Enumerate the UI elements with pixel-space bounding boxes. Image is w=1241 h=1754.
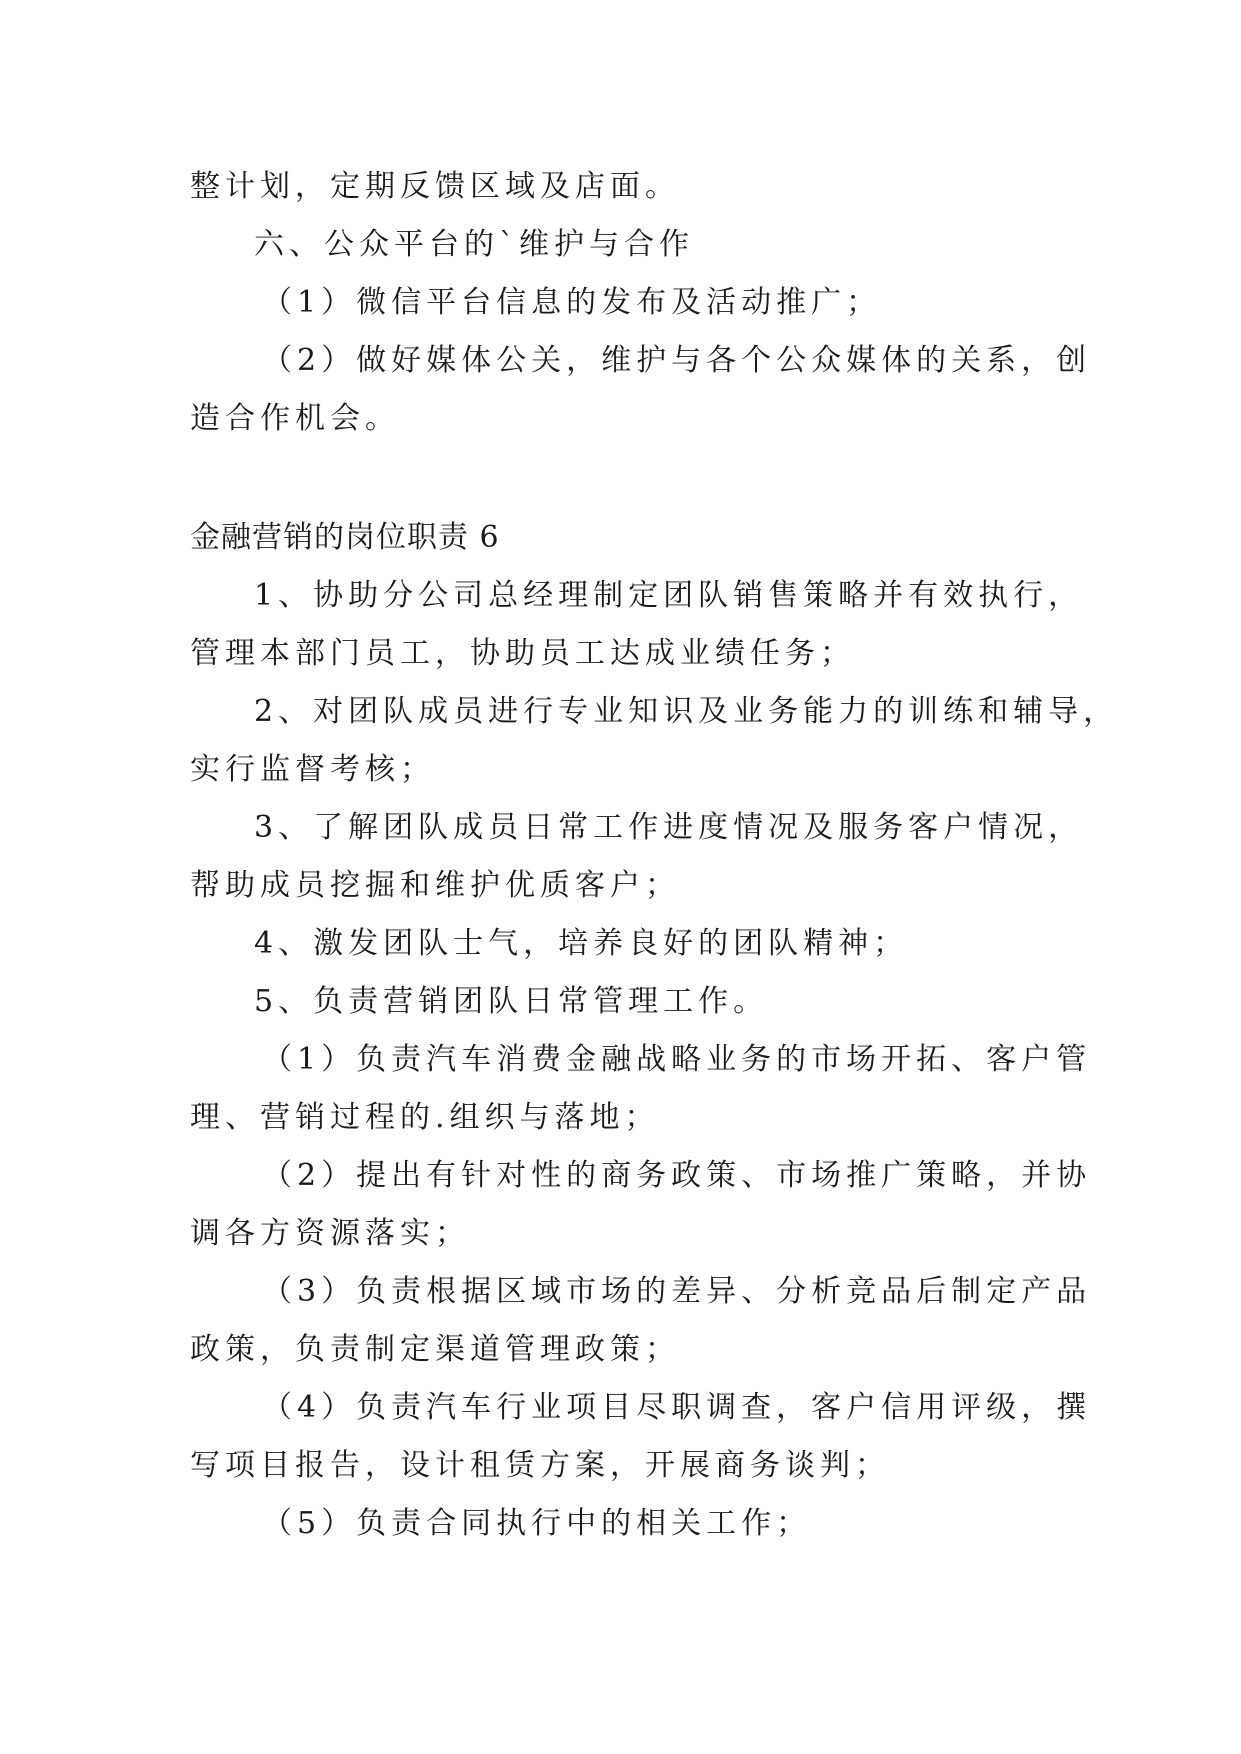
- text-line: 政策，负责制定渠道管理政策；: [190, 1332, 680, 1367]
- list-item: 5、负责营销团队日常管理工作。: [254, 984, 769, 1019]
- list-item: （4）负责汽车行业项目尽职调查，客户信用评级，撰: [262, 1390, 1092, 1425]
- list-item: 3、了解团队成员日常工作进度情况及服务客户情况，: [254, 810, 1084, 845]
- text-line: 写项目报告，设计租赁方案，开展商务谈判；: [190, 1448, 890, 1483]
- list-item: （5）负责合同执行中的相关工作；: [262, 1506, 812, 1541]
- list-item: （1）微信平台信息的发布及活动推广；: [262, 285, 882, 320]
- text-line: 管理本部门员工，协助员工达成业绩任务；: [190, 636, 855, 671]
- list-item: 4、激发团队士气，培养良好的团队精神；: [254, 926, 909, 961]
- list-item: 1、协助分公司总经理制定团队销售策略并有效执行，: [254, 578, 1084, 613]
- list-item: （1）负责汽车消费金融战略业务的市场开拓、客户管: [262, 1042, 1092, 1077]
- document-title: 金融营销的岗位职责 6: [190, 520, 500, 555]
- text-line: 实行监督考核；: [190, 752, 435, 787]
- section-heading: 六、公众平台的`维护与合作: [254, 227, 694, 262]
- list-item: （2）做好媒体公关，维护与各个公众媒体的关系，创: [262, 343, 1092, 378]
- list-item: 2、对团队成员进行专业知识及业务能力的训练和辅导，: [254, 694, 1119, 729]
- text-line: 造合作机会。: [190, 401, 400, 436]
- text-line: 帮助成员挖掘和维护优质客户；: [190, 868, 680, 903]
- text-line: 理、营销过程的.组织与落地；: [190, 1100, 660, 1135]
- text-line: 整计划，定期反馈区域及店面。: [190, 169, 680, 204]
- list-item: （2）提出有针对性的商务政策、市场推广策略，并协: [262, 1158, 1092, 1193]
- list-item: （3）负责根据区域市场的差异、分析竞品后制定产品: [262, 1274, 1092, 1309]
- text-line: 调各方资源落实；: [190, 1216, 470, 1251]
